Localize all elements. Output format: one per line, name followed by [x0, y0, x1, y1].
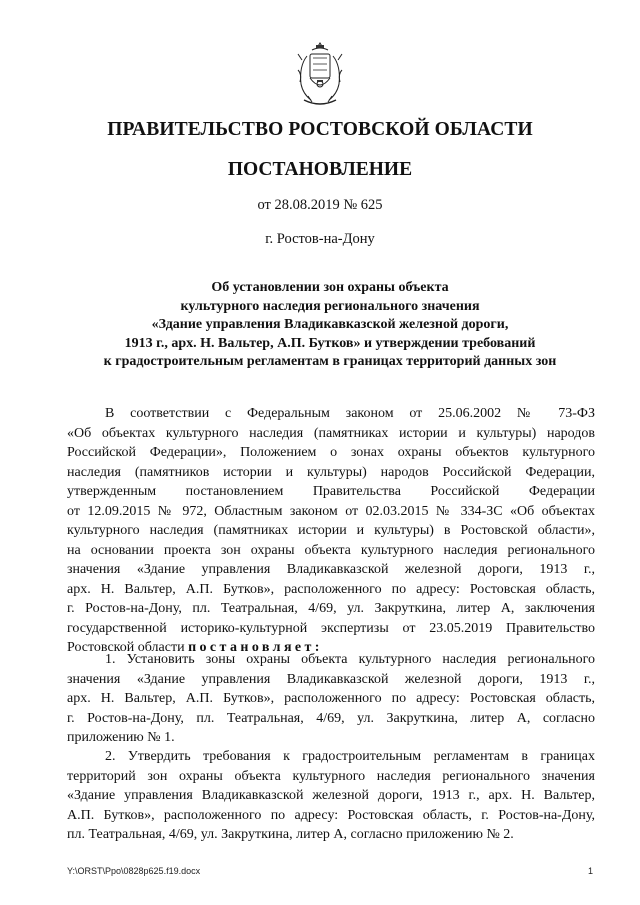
preamble-line: на основании проекта зон охраны объекта культурного наследия регионального — [67, 542, 595, 558]
preamble-line: значения «Здание управления Владикавказской железной дороги, 1913 г., — [67, 562, 595, 577]
government-name: ПРАВИТЕЛЬСТВО РОСТОВСКОЙ ОБЛАСТИ — [107, 119, 533, 140]
preamble-end: Ростовской области — [67, 640, 185, 655]
preamble-line: от 12.09.2015 № 972, Областным законом от 02.03.2015 № 334-ЗС «Об объектах — [67, 503, 595, 519]
item-2-line: территорий зон охраны объекта культурного наследия регионального значения — [67, 768, 595, 784]
item-1-line: г. Ростов-на-Дону, пл. Театральная, 4/69, ул. Закруткина, литер А, согласно — [67, 710, 595, 726]
preamble-line: В соответствии с Федеральным законом от 25.06.2002 № 73-ФЗ — [105, 406, 595, 421]
preamble-line: Российской Федерации», Положением о зонах охраны объектов культурного — [67, 445, 595, 460]
preamble-line: арх. Н. Вальтер, А.П. Бутков», расположенного по адресу: Ростовская область, — [67, 581, 595, 597]
document-city: г. Ростов-на-Дону — [265, 231, 375, 247]
preamble-line: культурного наследия (памятниках истории и культуры) в Ростовской области», — [67, 523, 595, 538]
decree-word: постановляет: — [188, 640, 323, 655]
preamble-paragraph — [67, 404, 595, 658]
coat-of-arms-emblem — [290, 40, 350, 108]
item-1-line: арх. Н. Вальтер, А.П. Бутков», расположенного по адресу: Ростовская область, — [67, 691, 595, 706]
title-line: Об установлении зон охраны объекта — [211, 280, 449, 295]
item-2-line: А.П. Бутков», расположенного по адресу: Ростовская область, г. Ростов-на-Дону, — [67, 807, 595, 823]
item-2-line: «Здание управления Владикавказской железной дороги, 1913 г., арх. Н. Вальтер, — [67, 788, 595, 803]
item-1-line: приложению № 1. — [67, 730, 175, 745]
document-date-number: от 28.08.2019 № 625 — [257, 197, 383, 213]
item-2-paragraph — [67, 747, 595, 845]
document-title — [60, 279, 600, 372]
item-2-line: 2. Утвердить требования к градостроительным регламентам в границах — [105, 749, 595, 764]
page-number: 1 — [588, 866, 594, 876]
document-type: ПОСТАНОВЛЕНИЕ — [227, 159, 413, 180]
preamble-line: государственной историко-культурной экспертизы от 23.05.2019 Правительство — [67, 620, 595, 636]
title-line: к градостроительным регламентам в границах территорий данных зон — [103, 354, 557, 370]
item-1-line: 1. Установить зоны охраны объекта культурного наследия регионального — [105, 652, 595, 667]
preamble-line: утвержденным постановлением Правительства Российской Федерации — [67, 484, 595, 499]
item-1-paragraph — [67, 650, 595, 748]
item-1-line: значения «Здание управления Владикавказской железной дороги, 1913 г., — [67, 671, 595, 687]
preamble-line: «Об объектах культурного наследия (памятниках истории и культуры) народов — [67, 425, 595, 441]
item-2-line: пл. Театральная, 4/69, ул. Закруткина, литер А, согласно приложению № 2. — [67, 827, 514, 842]
title-line: «Здание управления Владикавказской железной дороги, — [151, 317, 509, 333]
preamble-line: наследия (памятников истории и культуры) народов Российской Федерации, — [67, 464, 595, 480]
title-line: культурного наследия регионального значения — [180, 298, 480, 314]
footer-file-path: Y:\ORST\Ppo\0828p625.f19.docx — [67, 866, 201, 876]
title-line: 1913 г., арх. Н. Вальтер, А.П. Бутков» и утверждении требований — [124, 335, 536, 351]
preamble-line: г. Ростов-на-Дону, пл. Театральная, 4/69, ул. Закруткина, литер А, заключения — [67, 601, 595, 616]
